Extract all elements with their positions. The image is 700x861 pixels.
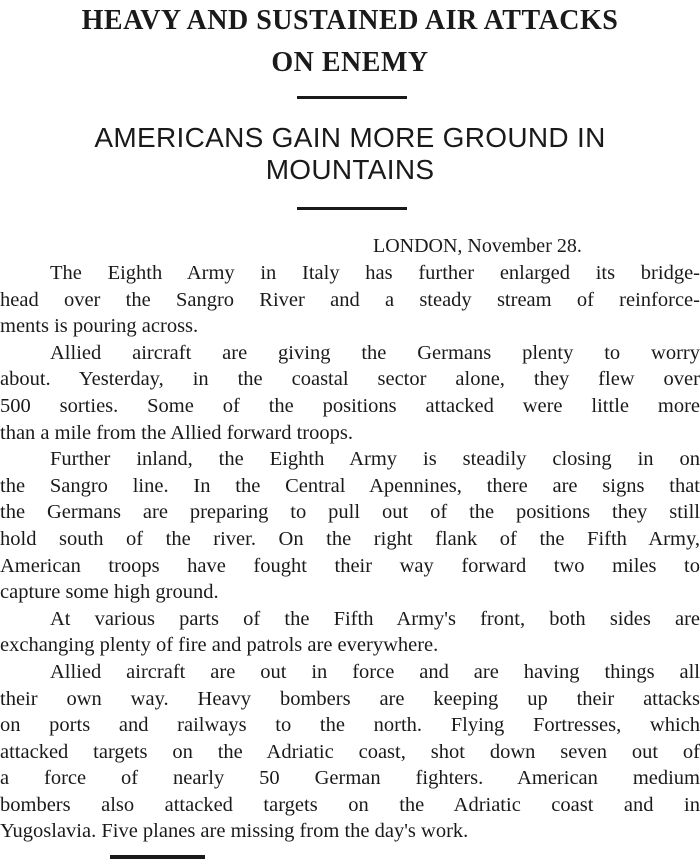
dateline: LONDON, November 28. [373, 235, 582, 257]
text-line: Allied aircraft are giving the Germans plenty to worry [50, 341, 700, 364]
text-line: American troops have fought their way forward two miles to [0, 554, 700, 577]
text-line: The Eighth Army in Italy has further enlarged its bridge- [50, 262, 700, 284]
text-line: their own way. Heavy bombers are keeping up their attacks [0, 687, 700, 710]
text-line: about. Yesterday, in the coastal sector alone, they flew over [0, 368, 700, 391]
paragraph [0, 340, 700, 446]
text-line: exchanging plenty of fire and patrols are everywhere. [0, 634, 439, 657]
text-line: Allied aircraft are out in force and are having things all [50, 660, 700, 683]
text-line: hold south of the river. On the right flank of the Fifth Army, [0, 527, 700, 550]
paragraph [0, 260, 700, 340]
text-line: bombers also attacked targets on the Adriatic coast and in [0, 793, 700, 816]
subheadline-line: MOUNTAINS [265, 154, 435, 185]
text-line: Yugoslavia. Five planes are missing from the day's work. [0, 820, 469, 843]
text-line: the Sangro line. In the Central Apennines, there are signs that [0, 474, 700, 497]
text-line: the Germans are preparing to pull out of the positions they still [0, 501, 700, 524]
subheadline-line: AMERICANS GAIN MORE GROUND IN [94, 122, 606, 153]
divider-rule [297, 207, 407, 210]
text-line: attacked targets on the Adriatic coast, shot down seven out of [0, 740, 700, 763]
paragraph [0, 659, 700, 845]
text-line: At various parts of the Fifth Army's front, both sides are [50, 607, 700, 630]
headline-line: ON ENEMY [271, 47, 429, 78]
paragraph [0, 446, 700, 606]
text-line: ments is pouring across. [0, 315, 199, 338]
article-body [0, 260, 700, 845]
text-line: a force of nearly 50 German fighters. American medium [0, 767, 700, 790]
paragraph [0, 606, 700, 659]
end-rule [110, 855, 205, 859]
text-line: head over the Sangro River and a steady stream of reinforce- [0, 288, 700, 311]
text-line: than a mile from the Allied forward troops. [0, 421, 353, 444]
text-line: 500 sorties. Some of the positions attacked were little more [0, 394, 700, 417]
text-line: capture some high ground. [0, 581, 219, 604]
text-line: Further inland, the Eighth Army is steadily closing in on [50, 448, 700, 471]
headline [0, 0, 700, 84]
text-line: on ports and railways to the north. Flying Fortresses, which [0, 714, 700, 737]
headline-line: HEAVY AND SUSTAINED AIR ATTACKS [81, 5, 619, 36]
divider-rule [297, 96, 407, 99]
subheadline [0, 122, 700, 186]
